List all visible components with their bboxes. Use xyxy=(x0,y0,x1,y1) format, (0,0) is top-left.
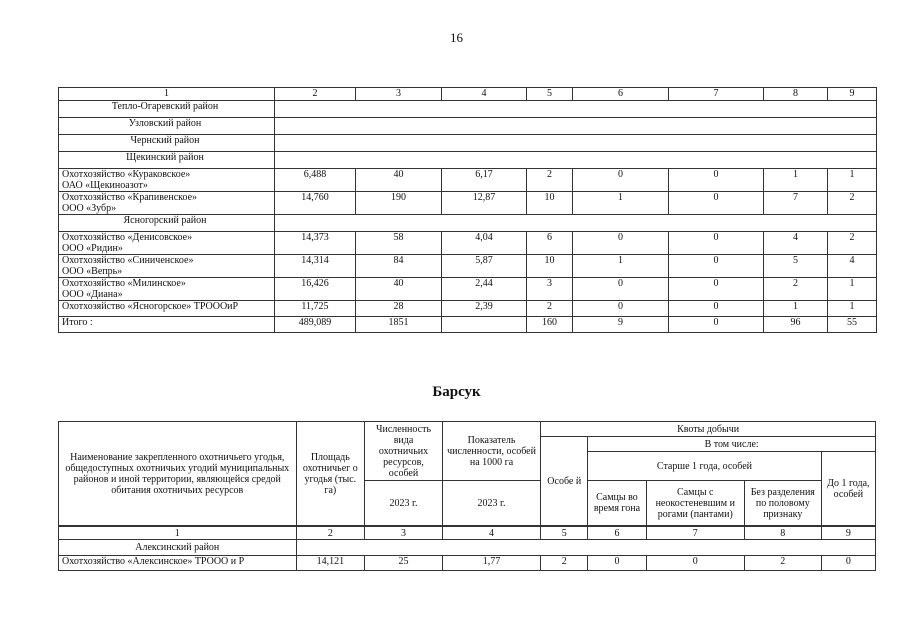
region-name: Чернский район xyxy=(59,135,275,152)
column-number: 8 xyxy=(764,88,828,101)
value-col-4: 1,77 xyxy=(442,556,540,571)
value-col-7: 0 xyxy=(669,169,764,192)
value-col-8: 96 xyxy=(764,317,828,333)
value-col-9: 55 xyxy=(828,317,877,333)
header-under-1: До 1 года, особей xyxy=(821,452,875,527)
header-no-sex: Без разделения по половому признаку xyxy=(744,481,821,527)
value-col-6: 0 xyxy=(573,169,669,192)
value-col-6: 0 xyxy=(573,278,669,301)
value-col-4 xyxy=(442,317,527,333)
value-col-6: 1 xyxy=(573,255,669,278)
value-col-8: 5 xyxy=(764,255,828,278)
header-count-year: 2023 г. xyxy=(365,481,443,527)
hunting-ground-owner: ОАО «Щекиноазот» xyxy=(62,180,148,191)
region-empty-cells xyxy=(275,135,877,152)
column-number: 6 xyxy=(573,88,669,101)
column-number: 3 xyxy=(365,526,443,540)
table-row xyxy=(59,317,877,333)
value-col-2: 16,426 xyxy=(275,278,356,301)
value-col-3: 40 xyxy=(356,278,442,301)
region-row xyxy=(59,152,877,169)
value-col-5: 6 xyxy=(527,232,573,255)
value-col-6: 0 xyxy=(588,556,646,571)
value-col-8: 1 xyxy=(764,301,828,317)
value-col-2: 14,121 xyxy=(296,556,365,571)
value-col-3: 1851 xyxy=(356,317,442,333)
value-col-8: 2 xyxy=(764,278,828,301)
column-number: 7 xyxy=(669,88,764,101)
column-number: 1 xyxy=(59,88,275,101)
value-col-3: 25 xyxy=(365,556,443,571)
hunting-ground-title: Охотхозяйство «Кураковское» xyxy=(62,169,191,180)
hunting-ground-name xyxy=(59,232,275,255)
table-row xyxy=(59,232,877,255)
header-density: Показатель численности, особей на 1000 га xyxy=(442,422,540,481)
hunting-ground-title: Охотхозяйство «Ясногорское» ТРОООиР xyxy=(62,301,239,312)
region-name: Ясногорский район xyxy=(59,215,275,232)
column-number: 3 xyxy=(356,88,442,101)
hunting-ground-name: Охотхозяйство «Алексинское» ТРООО и Р xyxy=(59,556,297,571)
header-quota-total: Особе й xyxy=(541,437,588,527)
value-col-6: 0 xyxy=(573,301,669,317)
value-col-5: 10 xyxy=(527,192,573,215)
header-quota: Квоты добычи xyxy=(541,422,876,437)
value-col-2: 14,314 xyxy=(275,255,356,278)
region-name: Тепло-Огаревский район xyxy=(59,101,275,118)
header-males-rut: Самцы во время гона xyxy=(588,481,646,527)
value-col-3: 28 xyxy=(356,301,442,317)
column-number: 5 xyxy=(527,88,573,101)
wild-boar-table-continued xyxy=(58,87,877,333)
value-col-8: 1 xyxy=(764,169,828,192)
region-empty-cells xyxy=(296,540,875,556)
value-col-9: 1 xyxy=(828,278,877,301)
value-col-5: 10 xyxy=(527,255,573,278)
value-col-3: 190 xyxy=(356,192,442,215)
value-col-7: 0 xyxy=(669,278,764,301)
value-col-7: 0 xyxy=(669,301,764,317)
hunting-ground-owner: ООО «Ридин» xyxy=(62,243,123,254)
header-area: Площадь охотничьег о угодья (тыс. га) xyxy=(296,422,365,527)
hunting-ground-name xyxy=(59,255,275,278)
hunting-ground-owner: ООО «Диана» xyxy=(62,289,123,300)
table-row xyxy=(59,169,877,192)
column-numbers-row xyxy=(59,526,876,540)
table-row xyxy=(59,192,877,215)
value-col-2: 14,373 xyxy=(275,232,356,255)
section-title-badger: Барсук xyxy=(432,384,481,400)
value-col-8: 2 xyxy=(744,556,821,571)
value-col-5: 160 xyxy=(527,317,573,333)
value-col-9: 1 xyxy=(828,169,877,192)
value-col-9: 2 xyxy=(828,192,877,215)
hunting-ground-title: Охотхозяйство «Синиченское» xyxy=(62,255,194,266)
value-col-6: 9 xyxy=(573,317,669,333)
header-density-year: 2023 г. xyxy=(442,481,540,527)
column-number: 5 xyxy=(541,526,588,540)
value-col-6: 1 xyxy=(573,192,669,215)
badger-table xyxy=(58,421,876,571)
hunting-ground-name xyxy=(59,301,275,317)
region-row xyxy=(59,118,877,135)
value-col-6: 0 xyxy=(573,232,669,255)
column-number: 9 xyxy=(828,88,877,101)
value-col-9: 0 xyxy=(821,556,875,571)
region-empty-cells xyxy=(275,215,877,232)
header-including: В том числе: xyxy=(588,437,876,452)
column-number: 4 xyxy=(442,88,527,101)
region-name: Щекинский район xyxy=(59,152,275,169)
value-col-2: 6,488 xyxy=(275,169,356,192)
hunting-ground-name xyxy=(59,317,275,333)
value-col-2: 14,760 xyxy=(275,192,356,215)
header-older-than-1: Старше 1 года, особей xyxy=(588,452,821,481)
value-col-5: 2 xyxy=(527,169,573,192)
region-empty-cells xyxy=(275,101,877,118)
value-col-4: 4,04 xyxy=(442,232,527,255)
region-row xyxy=(59,215,877,232)
table-row xyxy=(59,278,877,301)
column-number: 9 xyxy=(821,526,875,540)
value-col-3: 40 xyxy=(356,169,442,192)
value-col-4: 6,17 xyxy=(442,169,527,192)
table-row xyxy=(59,556,876,571)
value-col-7: 0 xyxy=(669,255,764,278)
hunting-ground-name xyxy=(59,169,275,192)
value-col-9: 2 xyxy=(828,232,877,255)
value-col-5: 2 xyxy=(527,301,573,317)
value-col-4: 2,44 xyxy=(442,278,527,301)
column-number: 8 xyxy=(744,526,821,540)
value-col-2: 11,725 xyxy=(275,301,356,317)
region-empty-cells xyxy=(275,152,877,169)
region-aleksinsky: Алексинский район xyxy=(59,540,297,556)
column-number: 2 xyxy=(296,526,365,540)
region-row xyxy=(59,101,877,118)
value-col-3: 58 xyxy=(356,232,442,255)
value-col-4: 2,39 xyxy=(442,301,527,317)
region-empty-cells xyxy=(275,118,877,135)
header-count: Численность вида охотничьих ресурсов, особей xyxy=(365,422,443,481)
value-col-5: 3 xyxy=(527,278,573,301)
hunting-ground-owner: ООО «Зубр» xyxy=(62,203,117,214)
value-col-8: 4 xyxy=(764,232,828,255)
value-col-4: 12,87 xyxy=(442,192,527,215)
value-col-7: 0 xyxy=(669,317,764,333)
table-row xyxy=(59,301,877,317)
header-name: Наименование закрепленного охотничьего угодья, общедоступных охотничьих угодий муниципальных районов и иной территории, являющейся средой обитания охотничьих ресурсов xyxy=(59,422,297,527)
region-name: Узловский район xyxy=(59,118,275,135)
value-col-9: 4 xyxy=(828,255,877,278)
region-row xyxy=(59,135,877,152)
page-number: 16 xyxy=(450,30,463,45)
column-number: 7 xyxy=(646,526,744,540)
column-number: 1 xyxy=(59,526,297,540)
value-col-2: 489,089 xyxy=(275,317,356,333)
hunting-ground-title: Итого : xyxy=(62,317,93,328)
value-col-7: 0 xyxy=(669,192,764,215)
value-col-5: 2 xyxy=(541,556,588,571)
column-number: 6 xyxy=(588,526,646,540)
column-numbers-row xyxy=(59,88,877,101)
column-number: 4 xyxy=(442,526,540,540)
value-col-7: 0 xyxy=(646,556,744,571)
value-col-9: 1 xyxy=(828,301,877,317)
header-males-antlers: Самцы с неокостеневшим и рогами (пантами) xyxy=(646,481,744,527)
hunting-ground-owner: ООО «Вепрь» xyxy=(62,266,123,277)
table-row xyxy=(59,255,877,278)
value-col-8: 7 xyxy=(764,192,828,215)
hunting-ground-title: Охотхозяйство «Милинское» xyxy=(62,278,186,289)
value-col-7: 0 xyxy=(669,232,764,255)
value-col-4: 5,87 xyxy=(442,255,527,278)
value-col-3: 84 xyxy=(356,255,442,278)
hunting-ground-name xyxy=(59,278,275,301)
column-number: 2 xyxy=(275,88,356,101)
hunting-ground-title: Охотхозяйство «Крапивенское» xyxy=(62,192,198,203)
hunting-ground-name xyxy=(59,192,275,215)
hunting-ground-title: Охотхозяйство «Денисовское» xyxy=(62,232,193,243)
